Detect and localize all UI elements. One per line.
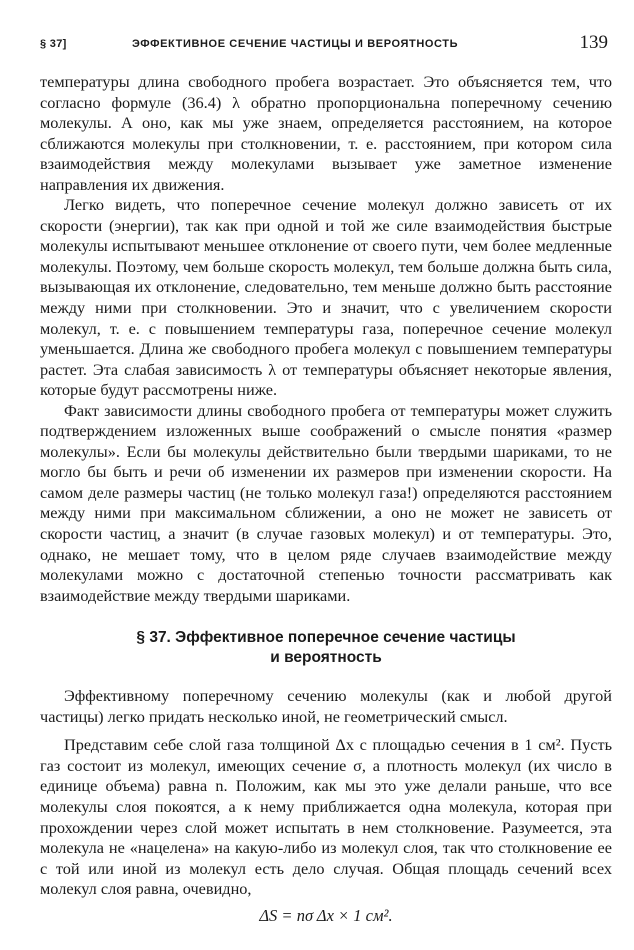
paragraph: Факт зависимости длины свободного пробега от температуры может служить подтверждением изложенных выше соображений о смысле понятия «размер молекулы». Если бы молекулы действительно были твердыми шариками, то не могло бы быть и речи об изменении их размеров при изменении скорости. На самом деле размеры частиц (не только молекул газа!) определяются расстоянием между ними при максимальном сближении, а оно не может не зависеть от скорости частиц, а значит (в случае газовых молекул) и от температуры. Это, однако, не мешает тому, что в целом ряде случаев взаимодействие между молекулами можно с достаточной степенью точности рассматривать как взаимодействие между твердыми шариками. — [40, 400, 612, 605]
header-title: ЭФФЕКТИВНОЕ СЕЧЕНИЕ ЧАСТИЦЫ И ВЕРОЯТНОСТЬ — [132, 38, 459, 50]
page-body — [40, 72, 612, 926]
paragraph: Легко видеть, что поперечное сечение молекул должно зависеть от их скорости (энергии), так как при одной и той же силе взаимодействия быстрые молекулы испытывают меньшее отклонение от своего пути, чем более медленные молекулы. Поэтому, чем больше скорость молекул, тем больше должна быть сила, вызывающая их отклонение, следовательно, тем меньше должно быть расстояние между ними при столкновении. Это и значит, что с увеличением скорости молекул, т. е. с повышением температуры газа, поперечное сечение молекул уменьшается. Длина же свободного пробега молекул с повышением температуры растет. Эта слабая зависимость λ от температуры объясняет некоторые явления, которые будут рассмотрены ниже. — [40, 195, 612, 400]
page-number: 139 — [579, 32, 608, 53]
section-heading — [40, 628, 612, 668]
header-section-ref: § 37] — [40, 38, 67, 50]
formula: ΔS = nσ Δx × 1 см². — [259, 905, 393, 925]
section-heading-line1: § 37. Эффективное поперечное сечение частицы — [136, 629, 516, 647]
paragraph: Эффективному поперечному сечению молекулы (как и любой другой частицы) легко придать несколько иной, не геометрический смысл. — [40, 686, 612, 726]
paragraph: температуры длина свободного пробега возрастает. Это объясняется тем, что согласно формуле (36.4) λ обратно пропорциональна поперечному сечению молекулы. А оно, как мы уже знаем, определяется расстоянием, на которое сближаются молекулы при столкновении, т. е. расстоянием, при котором сила взаимодействия между молекулами вызывает уже заметное изменение направления их движения. — [40, 72, 612, 194]
running-header — [40, 34, 612, 58]
section-heading-line2: и вероятность — [270, 649, 382, 667]
paragraph: Представим себе слой газа толщиной Δx с площадью сечения в 1 см². Пусть газ состоит из молекул, имеющих сечение σ, а плотность молекул (их число в единице объема) равна n. Положим, как мы это уже делали раньше, что все молекулы слоя покоятся, а к нему приближается одна молекула, которая при прохождении через слой может испытать в нем столкновение. Разумеется, эта молекула не «нацелена» на какую-либо из молекул слоя, так что столкновение ее с той или иной из молекул есть дело случая. Общая площадь сечений всех молекул слоя равна, очевидно, — [40, 735, 612, 899]
